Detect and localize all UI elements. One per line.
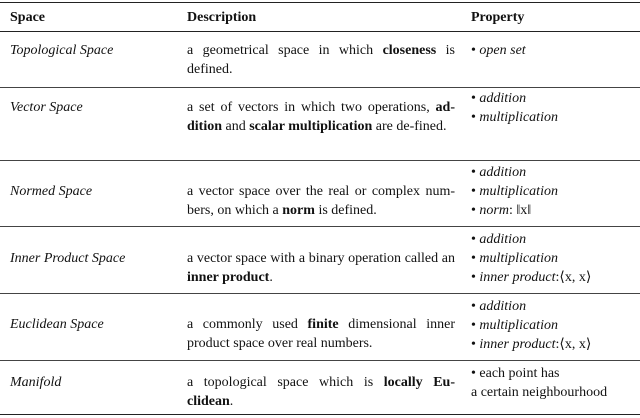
description [187,182,455,220]
bold-term: scalar multiplication [249,119,373,134]
desc-text: a topological space which is [187,375,384,390]
bullet-icon: • [471,270,476,285]
header-space: Space [10,10,45,25]
property-list [471,297,591,354]
property-item [471,383,607,402]
property-term: addition [479,232,527,247]
desc-text: is defined. [314,203,377,218]
bullet-icon: • [471,251,476,266]
description [187,249,455,287]
property-term: multiplication [479,251,558,266]
bullet-icon: • [471,110,476,125]
description [187,41,455,79]
property-item [471,182,558,201]
property-detail: each point has [479,366,560,381]
property-list [471,89,558,127]
property-item [471,297,591,316]
property-item [471,364,607,383]
desc-text: a set of vectors in which two operations, [187,100,436,115]
bullet-icon: • [471,165,476,180]
row-divider [0,293,640,294]
row-divider [0,360,640,361]
row-divider [0,226,640,227]
space-name: Manifold [10,375,62,390]
description [187,373,455,411]
row-divider [0,160,640,161]
property-term: multiplication [479,318,558,333]
property-detail: : ‖x‖ [508,203,532,218]
property-item [471,89,558,108]
property-term: addition [479,165,527,180]
property-item [471,163,558,182]
bullet-icon: • [471,337,476,352]
desc-text: a vector space with a binary operation called an [187,251,455,266]
property-detail: a certain neighbourhood [471,385,608,400]
desc-text: are de-fined. [372,119,447,134]
bold-term: ad-dition [187,100,455,134]
property-term: inner product [479,337,556,352]
desc-text: . [269,270,273,285]
property-term: addition [479,91,527,106]
property-item [471,108,558,127]
bullet-icon: • [471,299,476,314]
property-list [471,41,526,60]
header-property: Property [471,10,525,25]
property-item [471,335,591,354]
desc-text: a vector space over the real or complex num-bers, on which a [187,184,455,218]
property-item [471,316,591,335]
property-list [471,230,591,287]
property-list [471,364,607,402]
property-item [471,268,591,287]
space-name: Euclidean Space [10,317,104,332]
property-term: open set [479,43,526,58]
header-description: Description [187,10,257,25]
bottom-rule [0,414,640,415]
row-divider [0,87,640,88]
bullet-icon: • [471,203,476,218]
desc-text: a commonly used [187,317,308,332]
property-term: inner product [479,270,556,285]
property-term: addition [479,299,527,314]
desc-text: . [229,394,234,409]
desc-text: and [222,119,250,134]
property-item [471,249,591,268]
header-rule [0,31,640,32]
property-detail: :⟨x, x⟩ [555,270,592,285]
desc-text: is defined. [187,43,456,77]
desc-text: a geometrical space in which [187,43,383,58]
bullet-icon: • [471,184,476,199]
bullet-icon: • [471,232,476,247]
description [187,98,455,136]
property-term: multiplication [479,110,558,125]
bold-term: finite [307,317,339,332]
space-name: Inner Product Space [10,251,126,266]
property-detail: :⟨x, x⟩ [555,337,592,352]
desc-text: dimensional inner product space over real numbers. [187,317,455,351]
bullet-icon: • [471,366,476,381]
bold-term: closeness [382,43,437,58]
top-rule [0,2,640,3]
bullet-icon: • [471,318,476,333]
space-name: Normed Space [10,184,93,199]
property-item [471,230,591,249]
space-name: Vector Space [10,100,83,115]
property-list [471,163,558,220]
bold-term: locally Eu-clidean [187,375,455,409]
property-term: norm [479,203,509,218]
property-item [471,201,558,220]
bold-term: inner product [187,270,270,285]
space-name: Topological Space [10,43,114,58]
property-term: multiplication [479,184,558,199]
property-item [471,41,526,60]
bold-term: norm [282,203,315,218]
bullet-icon: • [471,43,476,58]
bullet-icon: • [471,91,476,106]
description [187,315,455,353]
